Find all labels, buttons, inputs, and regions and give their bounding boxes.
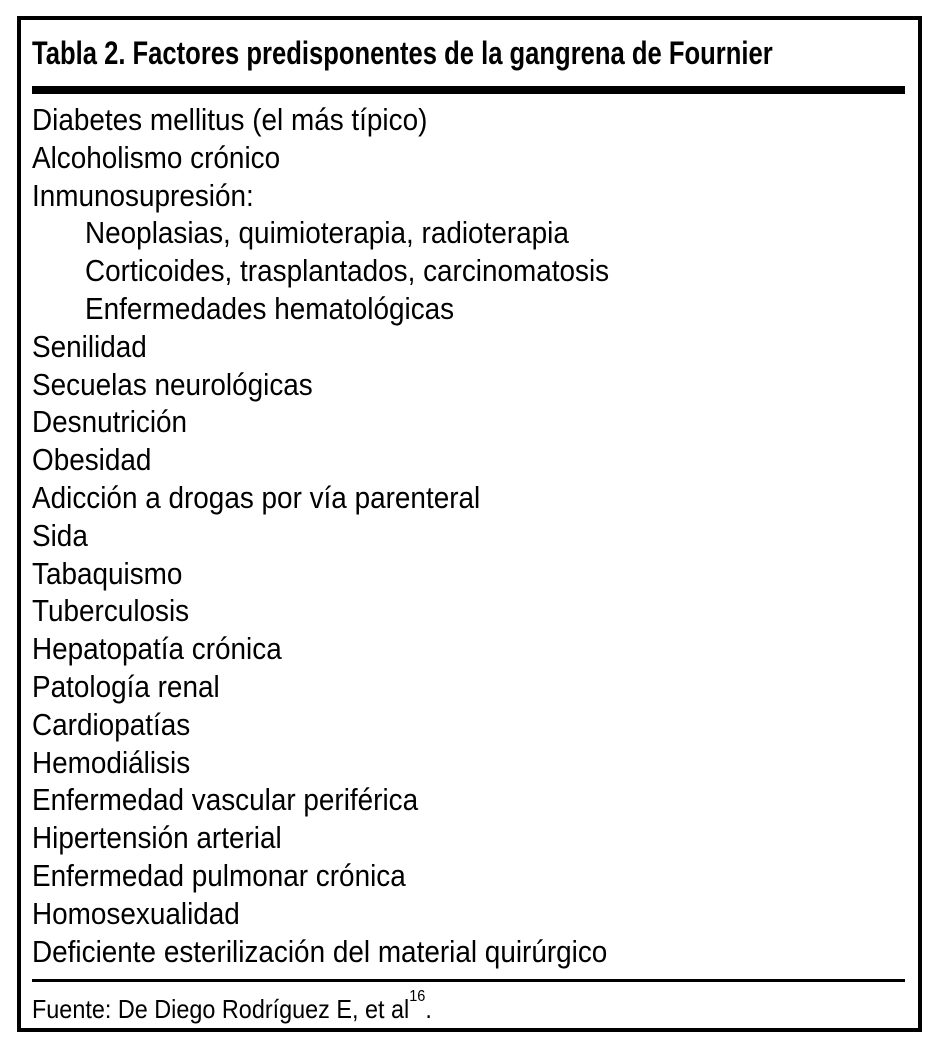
table-title — [32, 20, 905, 83]
factor-item — [32, 933, 905, 971]
factor-item-text: Alcoholismo crónico — [32, 139, 281, 175]
factor-item-text: Homosexualidad — [32, 895, 240, 931]
title-rule — [32, 86, 905, 94]
factor-item-text: Enfermedad pulmonar crónica — [32, 857, 406, 893]
factor-item-text: Corticoides, trasplantados, carcinomatosis — [85, 253, 610, 289]
factor-item — [32, 819, 905, 857]
factor-item-text: Tuberculosis — [32, 593, 190, 629]
table-inner — [21, 20, 918, 1028]
factor-item-text: Patología renal — [32, 668, 220, 704]
factor-item — [32, 895, 905, 933]
factor-list — [32, 101, 905, 970]
factor-item — [32, 366, 905, 404]
source-reference-number: 16 — [409, 986, 426, 1005]
factor-item — [32, 139, 905, 177]
factor-item-text: Diabetes mellitus (el más típico) — [32, 102, 428, 137]
factor-item — [32, 214, 905, 252]
factor-item — [32, 555, 905, 593]
factor-item — [32, 252, 905, 290]
factor-item-text: Neoplasias, quimioterapia, radioterapia — [85, 215, 569, 251]
factor-item — [32, 101, 905, 139]
factor-item-text: Sida — [32, 517, 88, 553]
factor-item — [32, 328, 905, 366]
factor-item-text: Deficiente esterilización del material quirúrgico — [32, 933, 608, 969]
factor-item-text: Cardiopatías — [32, 706, 191, 742]
factor-item-text: Tabaquismo — [32, 555, 183, 591]
factor-item-text: Inmunosupresión: — [32, 177, 254, 213]
factor-item — [32, 857, 905, 895]
factor-item-text: Hepatopatía crónica — [32, 631, 282, 667]
factor-item — [32, 592, 905, 630]
factor-item — [32, 441, 905, 479]
factor-item — [32, 706, 905, 744]
factor-item-text: Enfermedad vascular periférica — [32, 782, 419, 818]
factor-item-text: Desnutrición — [32, 404, 188, 440]
source-note — [32, 982, 905, 1027]
factor-item-text: Secuelas neurológicas — [32, 366, 313, 402]
factor-item-text: Obesidad — [32, 442, 152, 478]
factor-item-text: Enfermedades hematológicas — [85, 290, 455, 326]
source-period: . — [425, 994, 432, 1025]
factor-item — [32, 668, 905, 706]
factor-item — [32, 517, 905, 555]
factor-item — [32, 177, 905, 215]
factor-item — [32, 781, 905, 819]
source-text: Fuente: De Diego Rodríguez E, et al — [32, 994, 410, 1025]
factor-item-text: Hipertensión arterial — [32, 820, 282, 856]
factor-item — [32, 290, 905, 328]
factor-item — [32, 403, 905, 441]
factor-item-text: Senilidad — [32, 328, 147, 364]
table-title-text: Tabla 2. Factores predisponentes de la gangrena de Fournier — [32, 35, 773, 71]
source-note-text — [32, 986, 432, 1027]
table-2-box — [17, 16, 922, 1032]
factor-item — [32, 630, 905, 668]
factor-item-text: Hemodiálisis — [32, 744, 191, 780]
factor-item-text: Adicción a drogas por vía parenteral — [32, 479, 481, 515]
factor-item — [32, 744, 905, 782]
factor-item — [32, 479, 905, 517]
